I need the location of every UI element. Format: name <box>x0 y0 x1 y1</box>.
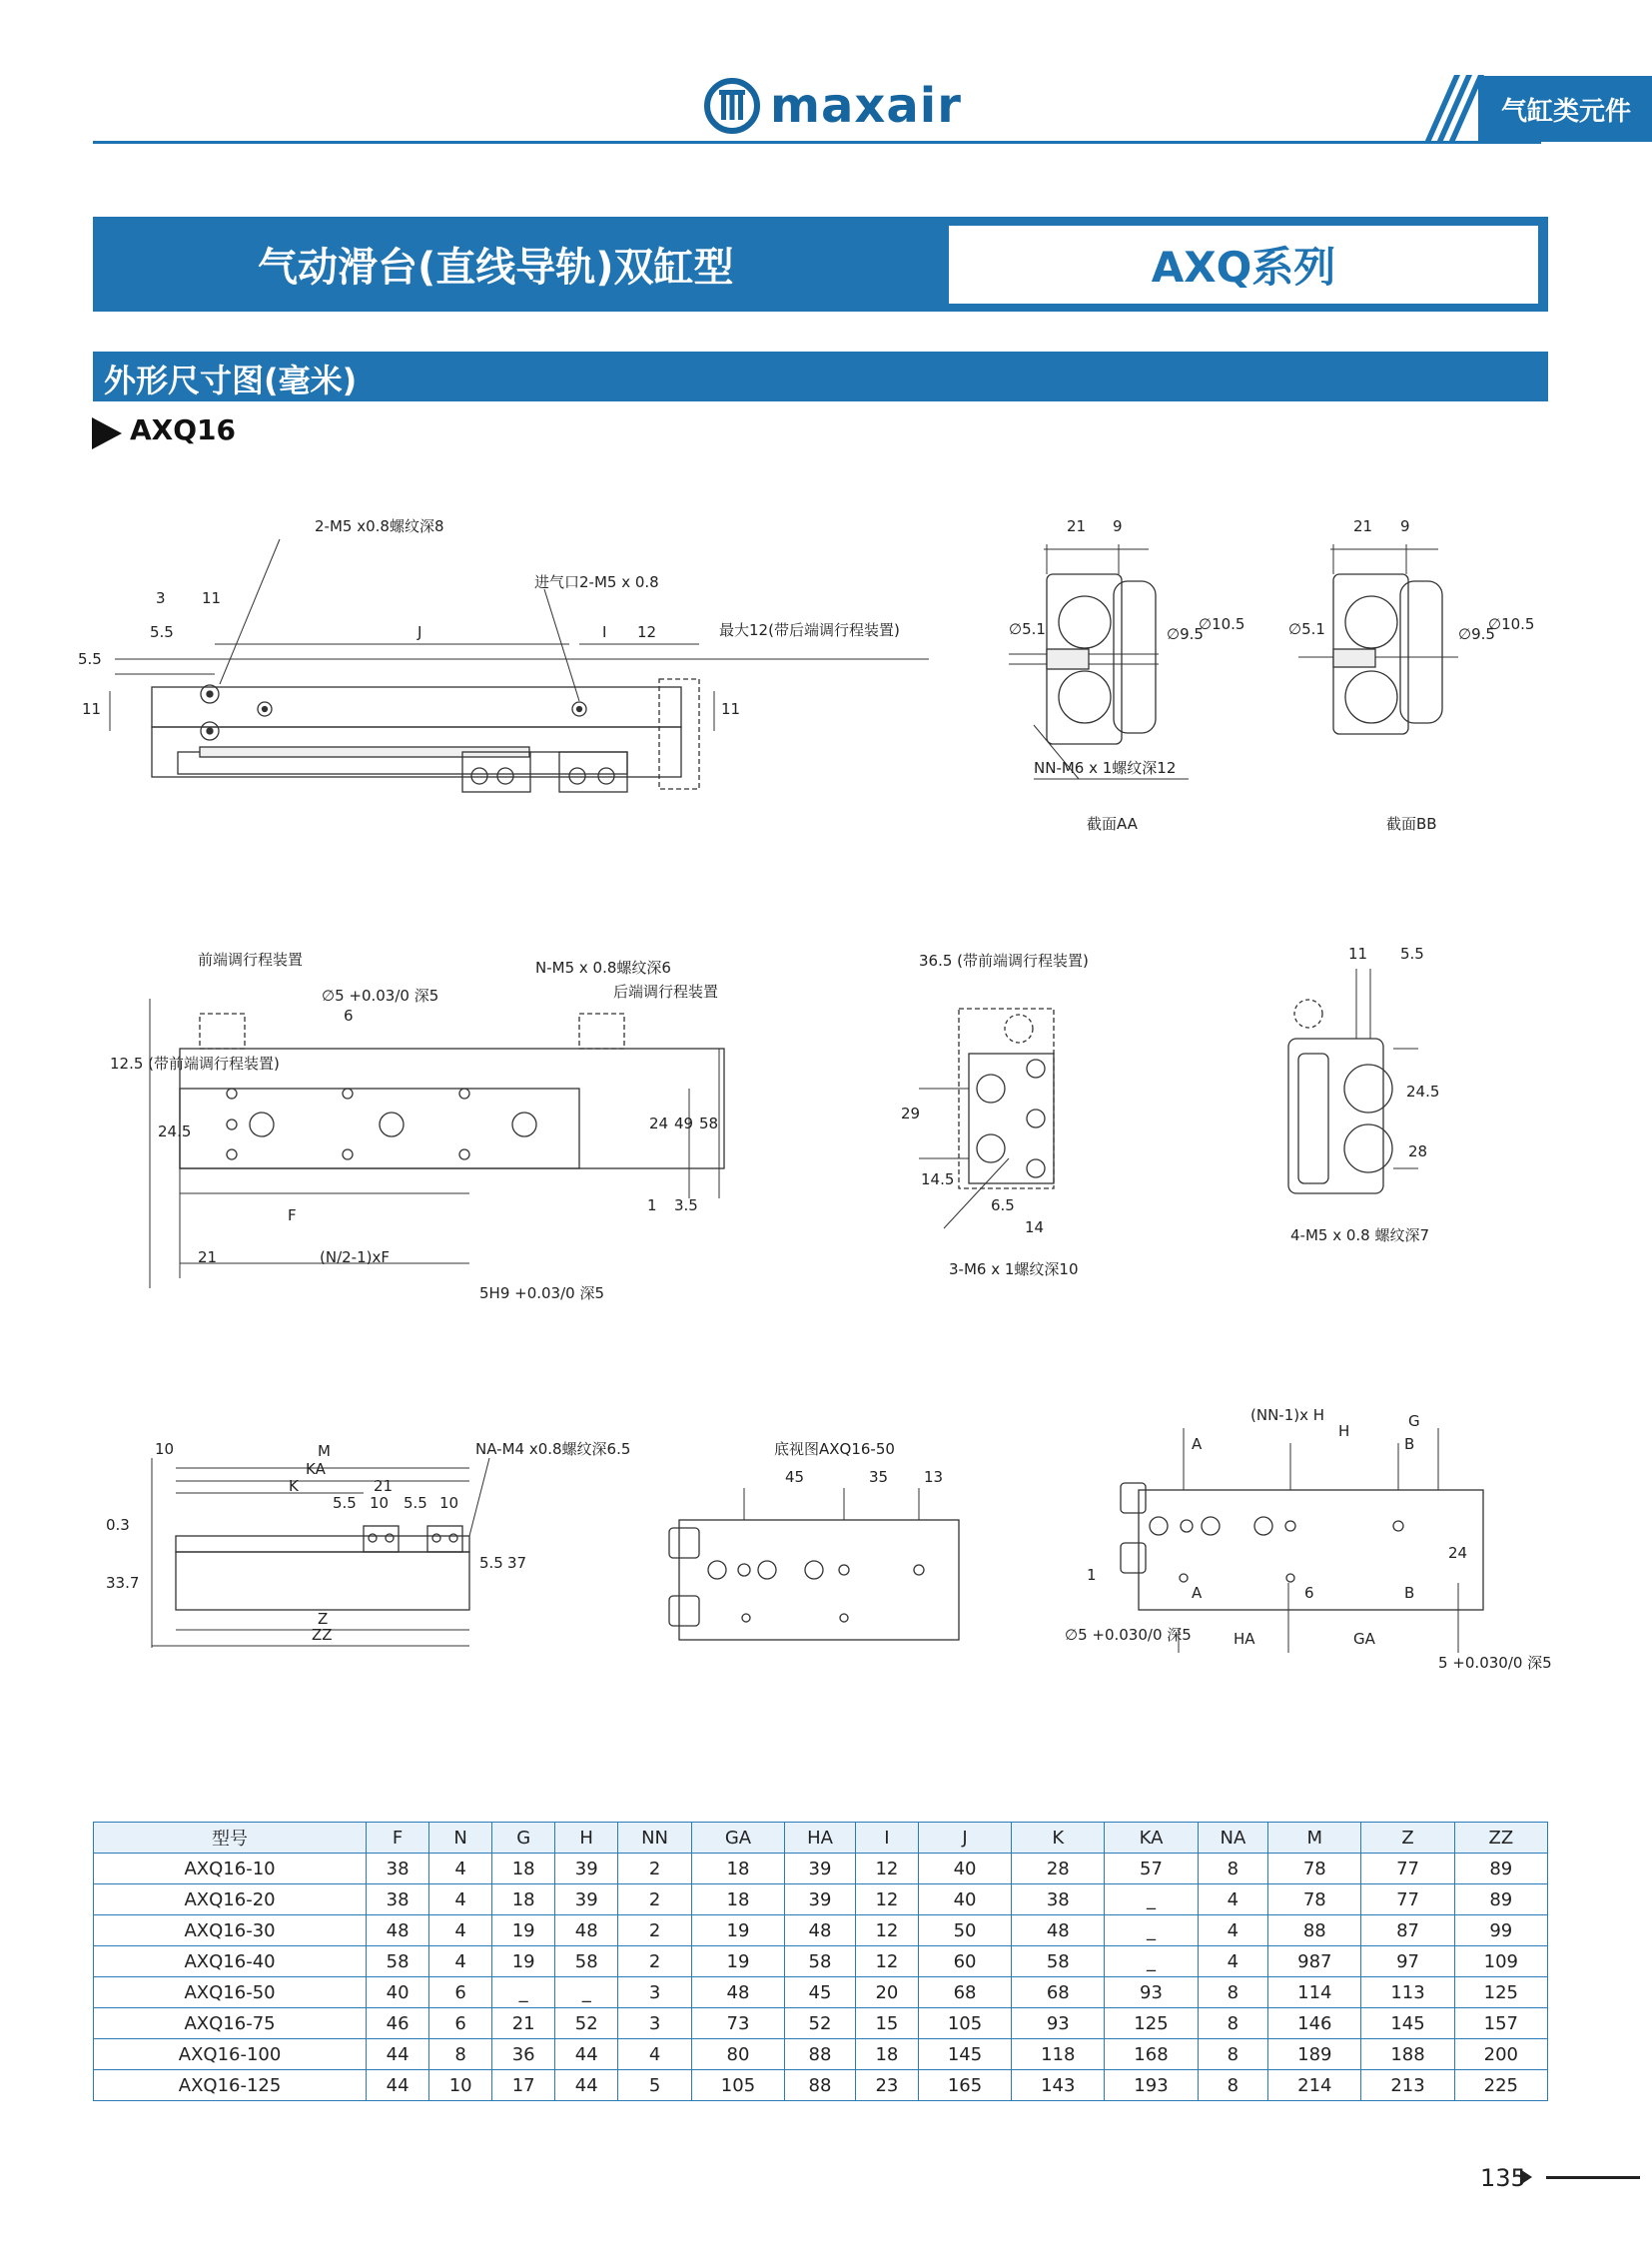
table-cell: 12 <box>855 1946 918 1977</box>
side-dim-5-5: 5.5 <box>1400 945 1424 963</box>
dim-I: I <box>602 623 607 641</box>
table-cell: _ <box>1105 1884 1198 1915</box>
table-cell: 214 <box>1268 2070 1361 2101</box>
table-cell: 88 <box>1268 1915 1361 1946</box>
table-row <box>94 2008 1548 2039</box>
table-cell: 105 <box>691 2070 784 2101</box>
section-bb-view <box>1298 544 1458 734</box>
table-cell: 8 <box>1198 2070 1268 2101</box>
table-header: 型号 <box>94 1823 367 1854</box>
bb-caption: 截面BB <box>1386 815 1437 833</box>
table-cell: 89 <box>1454 1854 1547 1884</box>
table-cell: 60 <box>918 1946 1011 1977</box>
table-cell: 18 <box>691 1854 784 1884</box>
table-cell: 2 <box>618 1946 692 1977</box>
table-cell: 38 <box>367 1884 429 1915</box>
table-cell: 8 <box>1198 2008 1268 2039</box>
table-cell: 57 <box>1105 1854 1198 1884</box>
table-cell: 4 <box>429 1884 492 1915</box>
front-v-37: 37 <box>507 1554 527 1572</box>
table-row <box>94 2039 1548 2070</box>
table-cell: 97 <box>1361 1946 1454 1977</box>
table-cell: 73 <box>691 2008 784 2039</box>
brand-name: maxair <box>770 78 962 134</box>
table-cell: 145 <box>918 2039 1011 2070</box>
dim-v-11: 11 <box>82 700 102 718</box>
table-header-row <box>94 1823 1548 1854</box>
table-cell: 45 <box>785 1977 856 2008</box>
model-cell: AXQ16-30 <box>94 1915 367 1946</box>
table-header: ZZ <box>1454 1823 1547 1854</box>
table-cell: 46 <box>367 2008 429 2039</box>
table-cell: 10 <box>429 2070 492 2101</box>
table-cell: 12 <box>855 1915 918 1946</box>
table-row <box>94 2070 1548 2101</box>
table-header: G <box>492 1823 555 1854</box>
top-thread-label: 2-M5 x0.8螺纹深8 <box>315 517 444 535</box>
aa-dim-21: 21 <box>1067 517 1087 535</box>
table-header: J <box>918 1823 1011 1854</box>
table-cell: 38 <box>1012 1884 1105 1915</box>
table-cell: 109 <box>1454 1946 1547 1977</box>
front-dim-10b: 10 <box>370 1494 390 1512</box>
section-aa-labels <box>1009 517 1244 833</box>
gen-dim-6: 6 <box>1304 1584 1314 1602</box>
table-cell: 52 <box>555 2008 618 2039</box>
gen-dim-GA: GA <box>1353 1630 1375 1648</box>
rear-adj-label: 后端调行程装置 <box>613 983 719 1001</box>
table-cell: 4 <box>429 1915 492 1946</box>
gen-hole-label: ∅5 +0.030/0 深5 <box>1065 1626 1192 1644</box>
dim-3: 3 <box>156 589 166 607</box>
table-cell: 48 <box>1012 1915 1105 1946</box>
end-dim-36-5: 36.5 (带前端调行程装置) <box>919 952 1089 970</box>
model-cell: AXQ16-10 <box>94 1854 367 1884</box>
table-cell: 125 <box>1105 2008 1198 2039</box>
table-row <box>94 1977 1548 2008</box>
table-cell: 68 <box>918 1977 1011 2008</box>
table-cell: 114 <box>1268 1977 1361 2008</box>
end-view-labels <box>901 952 1089 1278</box>
model-cell: AXQ16-50 <box>94 1977 367 2008</box>
side-view-labels <box>1290 945 1439 1244</box>
front-dim-KA: KA <box>306 1460 326 1478</box>
table-header: HA <box>785 1823 856 1854</box>
bottom-view-50 <box>669 1488 959 1640</box>
aa-phi-5-1: ∅5.1 <box>1009 620 1046 638</box>
table-cell: 188 <box>1361 2039 1454 2070</box>
table-header: Z <box>1361 1823 1454 1854</box>
table-cell: 5 <box>618 2070 692 2101</box>
side-dim-11: 11 <box>1348 945 1368 963</box>
table-cell: 39 <box>555 1884 618 1915</box>
section-bb-labels <box>1288 517 1534 833</box>
front-v-33-7: 33.7 <box>106 1574 140 1592</box>
table-header: H <box>555 1823 618 1854</box>
table-cell: 19 <box>492 1946 555 1977</box>
table-cell: 48 <box>367 1915 429 1946</box>
table-cell: 39 <box>785 1854 856 1884</box>
table-cell: 80 <box>691 2039 784 2070</box>
table-cell: 89 <box>1454 1884 1547 1915</box>
model-cell: AXQ16-100 <box>94 2039 367 2070</box>
table-cell: 88 <box>785 2070 856 2101</box>
brand-logo <box>704 76 962 136</box>
end-v-29: 29 <box>901 1105 921 1122</box>
gen-dim-H: H <box>1338 1422 1350 1440</box>
table-cell: 44 <box>367 2039 429 2070</box>
model-cell: AXQ16-75 <box>94 2008 367 2039</box>
maxair-logo-icon <box>704 78 760 134</box>
end-dim-6-5: 6.5 <box>991 1196 1015 1214</box>
table-header: NN <box>618 1823 692 1854</box>
side-v-28: 28 <box>1408 1142 1428 1160</box>
end-dim-14: 14 <box>1025 1218 1045 1236</box>
bottom-caption: 底视图AXQ16-50 <box>774 1440 895 1458</box>
bottom-dim-45: 45 <box>785 1468 805 1486</box>
gen-dim-B2: B <box>1404 1584 1415 1602</box>
dim-v-11b: 11 <box>721 700 741 718</box>
table-cell: 38 <box>367 1854 429 1884</box>
aa-phi-9-5: ∅9.5 <box>1167 625 1204 643</box>
table-header: N <box>429 1823 492 1854</box>
table-cell: _ <box>555 1977 618 2008</box>
table-cell: 2 <box>618 1915 692 1946</box>
front-dim-Z: Z <box>318 1610 329 1628</box>
table-cell: 21 <box>492 2008 555 2039</box>
table-cell: 4 <box>429 1854 492 1884</box>
plan-hole-label: ∅5 +0.03/0 深5 <box>322 987 439 1005</box>
inlet-label: 进气口2-M5 x 0.8 <box>534 573 659 591</box>
page-title: 气动滑台(直线导轨)双缸型 <box>258 245 734 291</box>
table-cell: 105 <box>918 2008 1011 2039</box>
series-name: AXQ系列 <box>949 226 1538 304</box>
page-number: 135 <box>1480 2164 1526 2192</box>
footer-rule <box>1546 2176 1640 2179</box>
gen-dim-G: G <box>1408 1412 1420 1430</box>
dim-5-5: 5.5 <box>150 623 174 641</box>
gen-dim-B: B <box>1404 1435 1415 1453</box>
table-cell: 6 <box>429 1977 492 2008</box>
front-adj-label: 前端调行程装置 <box>198 951 304 969</box>
table-cell: 118 <box>1012 2039 1105 2070</box>
model-cell: AXQ16-20 <box>94 1884 367 1915</box>
bottom-view-general-labels <box>1065 1406 1552 1672</box>
table-row <box>94 1854 1548 1884</box>
plan-v-24-5: 24.5 <box>158 1122 192 1140</box>
aa-dim-9: 9 <box>1113 517 1123 535</box>
dimension-table <box>93 1822 1548 2101</box>
section-heading: 外形尺寸图(毫米) <box>104 362 358 399</box>
table-cell: 2 <box>618 1884 692 1915</box>
table-header: I <box>855 1823 918 1854</box>
plan-v-12-5: 12.5 (带前端调行程装置) <box>110 1055 280 1073</box>
front-view-labels <box>106 1440 630 1644</box>
table-cell: 3 <box>618 1977 692 2008</box>
gen-v-24: 24 <box>1448 1544 1468 1562</box>
plan-dim-F: F <box>288 1206 297 1224</box>
table-cell: 77 <box>1361 1854 1454 1884</box>
table-cell: 58 <box>367 1946 429 1977</box>
bottom-dim-35: 35 <box>869 1468 889 1486</box>
front-v-5-5: 5.5 <box>479 1554 503 1572</box>
table-cell: 44 <box>555 2039 618 2070</box>
dim-11: 11 <box>202 589 222 607</box>
plan-view <box>150 999 724 1288</box>
page-arrow-icon <box>1520 2169 1532 2185</box>
front-dim-10: 10 <box>155 1440 175 1458</box>
front-dim-K: K <box>289 1477 299 1495</box>
side-v-24-5: 24.5 <box>1406 1083 1440 1101</box>
table-cell: 19 <box>492 1915 555 1946</box>
plan-v-3-5: 3.5 <box>674 1196 698 1214</box>
table-cell: 200 <box>1454 2039 1547 2070</box>
bb-phi-9-5: ∅9.5 <box>1458 625 1495 643</box>
table-cell: 113 <box>1361 1977 1454 2008</box>
model-cell: AXQ16-125 <box>94 2070 367 2101</box>
front-dim-10c: 10 <box>439 1494 459 1512</box>
plan-v-58: 58 <box>699 1115 719 1132</box>
table-header: K <box>1012 1823 1105 1854</box>
category-label: 气缸类元件 <box>1478 76 1652 142</box>
table-header: GA <box>691 1823 784 1854</box>
bb-dim-21: 21 <box>1353 517 1373 535</box>
table-cell: 4 <box>429 1946 492 1977</box>
table-cell: 48 <box>785 1915 856 1946</box>
end-view <box>919 1009 1054 1228</box>
table-cell: 93 <box>1012 2008 1105 2039</box>
table-cell: 18 <box>492 1854 555 1884</box>
table-cell: 6 <box>429 2008 492 2039</box>
bottom-dim-13: 13 <box>924 1468 944 1486</box>
play-arrow-icon <box>92 417 122 449</box>
table-row <box>94 1915 1548 1946</box>
table-cell: 8 <box>429 2039 492 2070</box>
table-cell: 157 <box>1454 2008 1547 2039</box>
plan-h9-label: 5H9 +0.03/0 深5 <box>479 1284 605 1302</box>
plan-dim-nf: (N/2-1)xF <box>320 1248 390 1266</box>
plan-v-49: 49 <box>674 1115 694 1132</box>
table-cell: 50 <box>918 1915 1011 1946</box>
table-cell: 40 <box>918 1884 1011 1915</box>
max-stroke-label: 最大12(带后端调行程装置) <box>719 621 900 639</box>
plan-dim-6: 6 <box>344 1007 354 1025</box>
table-cell: 15 <box>855 2008 918 2039</box>
aa-thread-label: NN-M6 x 1螺纹深12 <box>1034 759 1177 777</box>
bb-dim-9: 9 <box>1400 517 1410 535</box>
table-cell: _ <box>1105 1915 1198 1946</box>
table-header: F <box>367 1823 429 1854</box>
model-label: AXQ16 <box>130 413 237 446</box>
gen-dim-A: A <box>1192 1435 1203 1453</box>
dimension-drawings <box>0 469 1652 1708</box>
table-cell: 68 <box>1012 1977 1105 2008</box>
table-cell: 4 <box>1198 1884 1268 1915</box>
table-cell: _ <box>1105 1946 1198 1977</box>
table-cell: 77 <box>1361 1884 1454 1915</box>
table-cell: 48 <box>691 1977 784 2008</box>
section-aa-view <box>1009 544 1189 779</box>
front-dim-M: M <box>318 1442 331 1460</box>
table-cell: 18 <box>855 2039 918 2070</box>
header-rule <box>93 141 1541 144</box>
table-header: KA <box>1105 1823 1198 1854</box>
plan-v-24: 24 <box>649 1115 669 1132</box>
table-cell: 36 <box>492 2039 555 2070</box>
table-cell: 40 <box>367 1977 429 2008</box>
table-cell: 8 <box>1198 1854 1268 1884</box>
top-view-labels <box>78 517 900 718</box>
table-cell: 189 <box>1268 2039 1361 2070</box>
table-cell: 40 <box>918 1854 1011 1884</box>
dim-J: J <box>417 623 422 641</box>
bb-phi-5-1: ∅5.1 <box>1288 620 1325 638</box>
plan-view-labels <box>110 951 718 1302</box>
table-cell: 44 <box>367 2070 429 2101</box>
dim-12: 12 <box>637 623 657 641</box>
table-cell: 18 <box>492 1884 555 1915</box>
table-cell: 93 <box>1105 1977 1198 2008</box>
side-view <box>1288 969 1418 1193</box>
aa-phi-10-5: ∅10.5 <box>1199 615 1245 633</box>
side-thread-label: 4-M5 x 0.8 螺纹深7 <box>1290 1226 1430 1244</box>
table-cell: 8 <box>1198 2039 1268 2070</box>
table-cell: 4 <box>1198 1946 1268 1977</box>
end-thread-label: 3-M6 x 1螺纹深10 <box>949 1260 1079 1278</box>
table-cell: 12 <box>855 1854 918 1884</box>
front-dim-5-5b: 5.5 <box>404 1494 427 1512</box>
table-cell: 8 <box>1198 1977 1268 2008</box>
gen-v-1: 1 <box>1087 1566 1097 1584</box>
table-cell: 58 <box>555 1946 618 1977</box>
top-view <box>110 539 929 792</box>
gen-hole-v-label: 5 +0.030/0 深5 <box>1438 1654 1552 1672</box>
table-cell: 52 <box>785 2008 856 2039</box>
table-cell: 20 <box>855 1977 918 2008</box>
plan-v-1: 1 <box>647 1196 657 1214</box>
table-cell: 4 <box>618 2039 692 2070</box>
aa-caption: 截面AA <box>1087 815 1138 833</box>
table-cell: 19 <box>691 1915 784 1946</box>
table-cell: 19 <box>691 1946 784 1977</box>
table-cell: 99 <box>1454 1915 1547 1946</box>
plan-thread-label: N-M5 x 0.8螺纹深6 <box>535 959 671 977</box>
front-thread-label: NA-M4 x0.8螺纹深6.5 <box>475 1440 631 1458</box>
table-cell: 88 <box>785 2039 856 2070</box>
model-cell: AXQ16-40 <box>94 1946 367 1977</box>
table-header: M <box>1268 1823 1361 1854</box>
table-cell: 987 <box>1268 1946 1361 1977</box>
table-cell: 4 <box>1198 1915 1268 1946</box>
bb-phi-10-5: ∅10.5 <box>1488 615 1535 633</box>
table-body <box>94 1854 1548 2101</box>
table-cell: 193 <box>1105 2070 1198 2101</box>
table-cell: 78 <box>1268 1854 1361 1884</box>
front-dim-5-5a: 5.5 <box>333 1494 357 1512</box>
table-cell: 145 <box>1361 2008 1454 2039</box>
table-cell: 87 <box>1361 1915 1454 1946</box>
gen-dim-nn-h: (NN-1)x H <box>1250 1406 1325 1424</box>
table-cell: 168 <box>1105 2039 1198 2070</box>
table-cell: 225 <box>1454 2070 1547 2101</box>
table-row <box>94 1884 1548 1915</box>
table-cell: 58 <box>785 1946 856 1977</box>
dim-v-5-5: 5.5 <box>78 650 102 668</box>
table-cell: 44 <box>555 2070 618 2101</box>
bottom-view-50-labels <box>774 1440 943 1486</box>
table-cell: 39 <box>785 1884 856 1915</box>
table-cell: 28 <box>1012 1854 1105 1884</box>
table-cell: 125 <box>1454 1977 1547 2008</box>
table-cell: 39 <box>555 1854 618 1884</box>
end-v-14-5: 14.5 <box>921 1170 955 1188</box>
table-cell: 58 <box>1012 1946 1105 1977</box>
gen-dim-HA: HA <box>1234 1630 1255 1648</box>
table-cell: 78 <box>1268 1884 1361 1915</box>
front-dim-21: 21 <box>374 1477 394 1495</box>
table-cell: 18 <box>691 1884 784 1915</box>
table-header: NA <box>1198 1823 1268 1854</box>
table-cell: 143 <box>1012 2070 1105 2101</box>
table-cell: 2 <box>618 1854 692 1884</box>
front-dim-ZZ: ZZ <box>312 1626 333 1644</box>
table-cell: 3 <box>618 2008 692 2039</box>
front-v-0-3: 0.3 <box>106 1516 130 1534</box>
table-cell: 213 <box>1361 2070 1454 2101</box>
plan-dim-21: 21 <box>198 1248 218 1266</box>
table-cell: 146 <box>1268 2008 1361 2039</box>
table-cell: 17 <box>492 2070 555 2101</box>
table-cell: 12 <box>855 1884 918 1915</box>
bottom-view-general <box>1121 1428 1483 1653</box>
table-cell: 165 <box>918 2070 1011 2101</box>
table-cell: 48 <box>555 1915 618 1946</box>
table-cell: 23 <box>855 2070 918 2101</box>
gen-dim-A2: A <box>1192 1584 1203 1602</box>
table-row <box>94 1946 1548 1977</box>
table-cell: _ <box>492 1977 555 2008</box>
